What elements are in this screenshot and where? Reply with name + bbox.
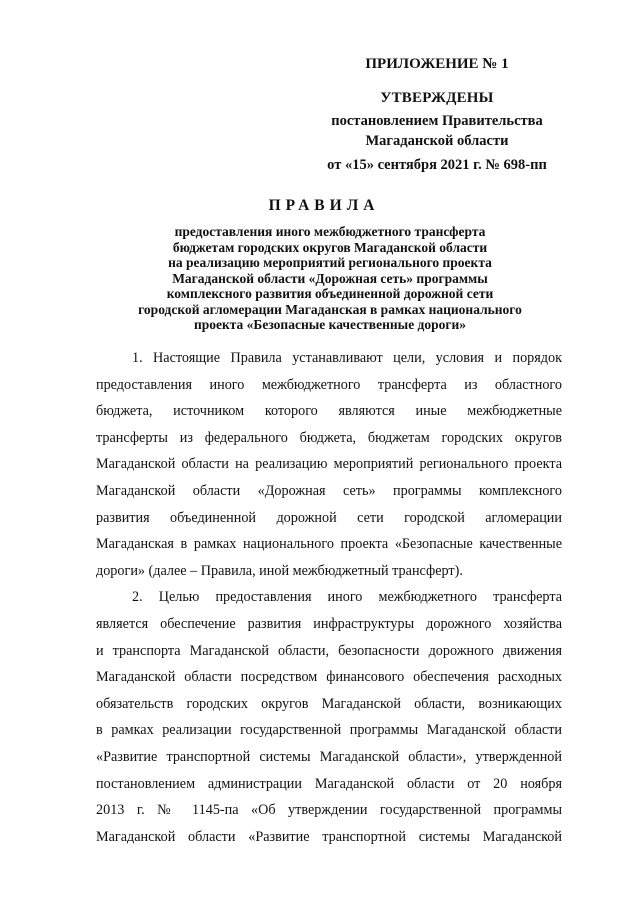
appendix-heading: ПРИЛОЖЕНИЕ № 1 (365, 56, 509, 72)
subtitle-line: городской агломерации Магаданская в рамках национального (138, 301, 522, 317)
subtitle-line: на реализацию мероприятий регионального проекта (168, 255, 492, 270)
paragraph-line: Магаданской области «Дорожная сеть» программы комплексного (96, 482, 562, 499)
document-title: ПРАВИЛА (268, 197, 380, 214)
paragraph-line: Магаданской области посредством финансового обеспечения расходных (96, 669, 562, 686)
approval-date-line: от «15» сентября 2021 г. № 698-пп (327, 157, 547, 173)
approval-line: Магаданской области (365, 133, 509, 149)
paragraph-line: дороги» (далее – Правила, иной межбюджетный трансферт). (96, 562, 463, 579)
subtitle-line: Магаданской области «Дорожная сеть» программы (172, 270, 488, 286)
paragraph-line: постановлением администрации Магаданской области от 20 ноября (96, 775, 562, 792)
paragraph-line: 2. Целью предоставления иного межбюджетного трансферта (132, 589, 562, 606)
approval-line: постановлением Правительства (331, 113, 543, 129)
paragraph-line: 2013 г. № 1145-па «Об утверждении государственной программы (96, 802, 562, 819)
paragraph-line: является обеспечение развития инфраструктуры дорожного хозяйства (96, 615, 562, 632)
subtitle-line: проекта «Безопасные качественные дороги» (193, 317, 467, 332)
approval-title: УТВЕРЖДЕНЫ (380, 90, 494, 106)
paragraph-line: 1. Настоящие Правила устанавливают цели, условия и порядок (132, 350, 562, 366)
paragraph-line: предоставления иного межбюджетного трансферта из областного (96, 376, 562, 393)
paragraph-line: трансферты из федерального бюджета, бюджетам городских округов (96, 429, 562, 446)
paragraph-line: в рамках реализации государственной программы Магаданской области (96, 722, 562, 739)
paragraph-line: развития объединенной дорожной сети городской агломерации (96, 509, 562, 526)
subtitle-line: предоставления иного межбюджетного трансферта (174, 224, 486, 239)
subtitle-line: комплексного развития объединенной дорожной сети (166, 286, 494, 301)
paragraph-line: Магаданская в рамках национального проекта «Безопасные качественные (96, 536, 562, 553)
approval-block (322, 88, 552, 175)
paragraph-line: «Развитие транспортной системы Магаданской области», утвержденной (96, 748, 562, 765)
paragraph-line: бюджета, источником которого являются иные межбюджетные (96, 403, 562, 420)
paragraph-line: Магаданской области на реализацию мероприятий регионального проекта (96, 456, 562, 473)
paragraph-line: Магаданской области «Развитие транспортной системы Магаданской (96, 828, 562, 845)
paragraph-line: и транспорта Магаданской области, безопасности дорожного движения (96, 642, 562, 659)
document-subtitle (95, 224, 565, 333)
subtitle-line: бюджетам городских округов Магаданской области (172, 239, 488, 255)
body-text (96, 345, 562, 850)
paragraph-line: обязательств городских округов Магаданской области, возникающих (96, 695, 562, 712)
